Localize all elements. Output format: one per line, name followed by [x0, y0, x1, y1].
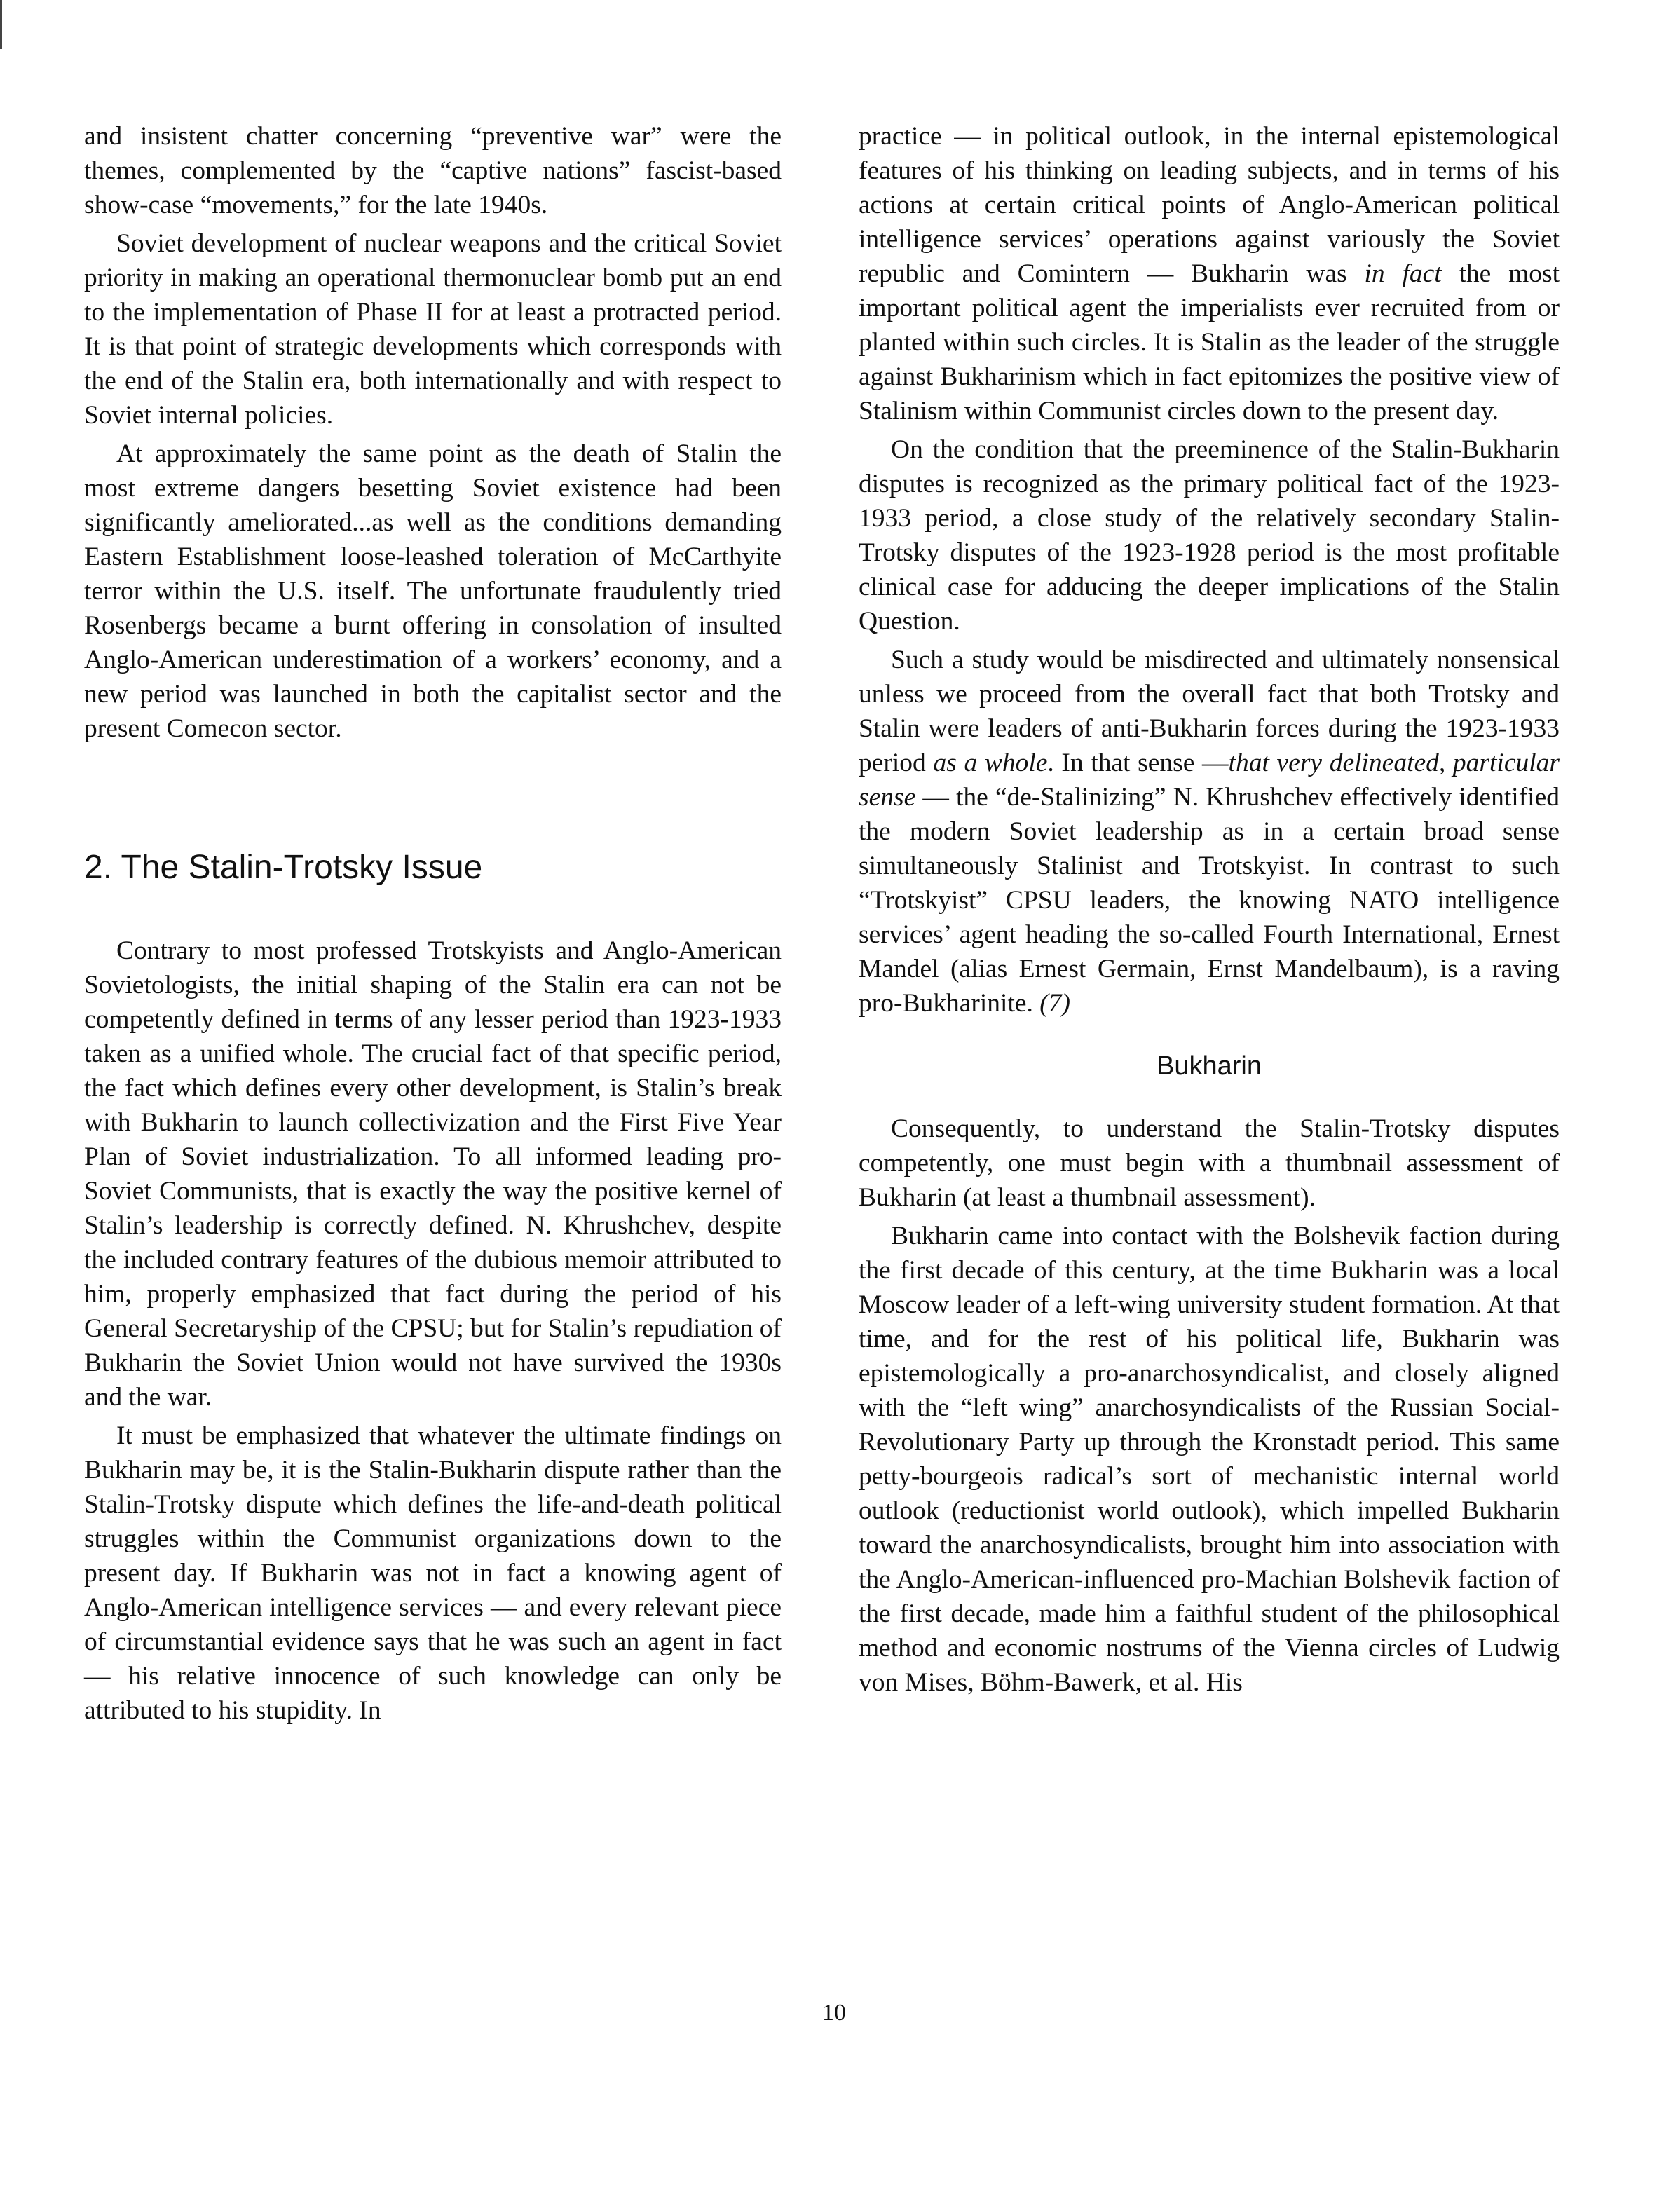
- right-paragraph-1-text-a: practice — in political outlook, in the internal epistemological features of his thinking on leading subjects, and in terms of his actions at certain critical points of Anglo-American political intelligence services’ operations against variously the Soviet republic and Comintern — Bukharin was: [859, 122, 1560, 288]
- right-paragraph-3-text-b: . In that sense —: [1047, 749, 1229, 777]
- section-heading: 2. The Stalin-Trotsky Issue: [84, 849, 483, 886]
- right-paragraph-4: Consequently, to understand the Stalin-Trotsky disputes competently, one must begin with a thumbnail assessment of Bukharin (at least a thumbnail assessment).: [859, 1114, 1560, 1212]
- right-paragraph-3-text-c: — the “de-Stalinizing” N. Khrushchev effectively identified the modern Soviet leadership as in a certain broad sense simultaneously Stalinist and Trotskyist. In contrast to such “Trotskyist” CPSU leaders, the knowing NATO intelligence services’ agent heading the so-called Fourth International, Ernest Mandel (alias Ernest Germain, Ernst Mandelbaum), is a raving pro-Bukharinite.: [859, 783, 1560, 1018]
- left-paragraph-5: It must be emphasized that whatever the ultimate findings on Bukharin may be, it is the Stalin-Bukharin dispute rather than the Stalin-Trotsky dispute which defines the life-and-death political struggles within the Communist organizations down to the present day. If Bukharin was not in fact a knowing agent of Anglo-American intelligence services — and every relevant piece of circumstantial evidence says that he was such an agent in fact — his relative innocence of such knowledge can only be attributed to his stupidity. In: [84, 1421, 782, 1725]
- right-paragraph-3: [859, 643, 1560, 1020]
- left-paragraph-1: and insistent chatter concerning “preventive war” were the themes, complemented by the “captive nations” fascist-based show-case “movements,” for the late 1940s.: [84, 122, 782, 219]
- scan-edge-mark: [0, 0, 2, 49]
- left-paragraph-4: Contrary to most professed Trotskyists and Anglo-American Sovietologists, the initial shaping of the Stalin era can not be competently defined in terms of any lesser period than 1923-1933 taken as a unified whole. The crucial fact of that specific period, the fact which defines every other development, is Stalin’s break with Bukharin to launch collectivization and the First Five Year Plan of Soviet industrialization. To all informed leading pro-Soviet Communists, that is exactly the way the positive kernel of Stalin’s leadership is correctly defined. N. Khrushchev, despite the included contrary features of the dubious memoir attributed to him, properly emphasized that fact during the period of his General Secretaryship of the CPSU; but for Stalin’s repudiation of Bukharin the Soviet Union would not have survived the 1930s and the war.: [84, 936, 782, 1412]
- right-paragraph-3-text-a: Such a study would be misdirected and ultimately nonsensical unless we proceed from the overall fact that both Trotsky and Stalin were leaders of anti-Bukharin forces during the 1923-1933 period: [859, 646, 1560, 777]
- left-column: [84, 119, 782, 1732]
- right-column: [859, 119, 1560, 1704]
- right-paragraph-3-emphasis-2: that very delineated, particular sense: [859, 749, 1560, 812]
- footnote-reference: (7): [1039, 989, 1071, 1018]
- right-paragraph-1-text-b: the most important political agent the imperialists ever recruited from or planted within such circles. It is Stalin as the leader of the struggle against Bukharinism which in fact epitomizes the positive view of Stalinism within Communist circles down to the present day.: [859, 259, 1560, 425]
- left-paragraph-3: At approximately the same point as the death of Stalin the most extreme dangers besetting Soviet existence had been significantly ameliorated...as well as the conditions demanding Eastern Establishment loose-leashed toleration of McCarthyite terror within the U.S. itself. The unfortunate fraudulently tried Rosenbergs became a burnt offering in consolation of insulted Anglo-American underestimation of a workers’ economy, and a new period was launched in both the capitalist sector and the present Comecon sector.: [84, 439, 782, 743]
- page-number: 10: [822, 2000, 846, 2026]
- sub-heading: Bukharin: [1157, 1051, 1262, 1081]
- right-paragraph-5: Bukharin came into contact with the Bolshevik faction during the first decade of this century, at the time Bukharin was a local Moscow leader of a left-wing university student formation. At that time, and for the rest of his political life, Bukharin was epistemologically a pro-anarchosyndicalist, and closely aligned with the “left wing” anarchosyndicalists of the Russian Social-Revolutionary Party up through the Kronstadt period. This same petty-bourgeois radical’s sort of mechanistic internal world outlook (reductionist world outlook), which impelled Bukharin toward the anarchosyndicalists, brought him into association with the Anglo-American-influenced pro-Machian Bolshevik faction of the first decade, made him a faithful student of the philosophical method and economic nostrums of the Vienna circles of Ludwig von Mises, Böhm-Bawerk, et al. His: [859, 1222, 1560, 1697]
- right-paragraph-3-emphasis-1: as a whole: [933, 749, 1048, 777]
- right-paragraph-1-emphasis: in fact: [1364, 259, 1442, 288]
- left-paragraph-2: Soviet development of nuclear weapons and the critical Soviet priority in making an operational thermonuclear bomb put an end to the implementation of Phase II for at least a protracted period. It is that point of strategic developments which corresponds with the end of the Stalin era, both internationally and with respect to Soviet internal policies.: [84, 229, 782, 430]
- right-paragraph-2: On the condition that the preeminence of the Stalin-Bukharin disputes is recognized as the primary political fact of the 1923-1933 period, a close study of the relatively secondary Stalin-Trotsky disputes of the 1923-1928 period is the most profitable clinical case for adducing the deeper implications of the Stalin Question.: [859, 435, 1560, 636]
- right-paragraph-1: [859, 119, 1560, 428]
